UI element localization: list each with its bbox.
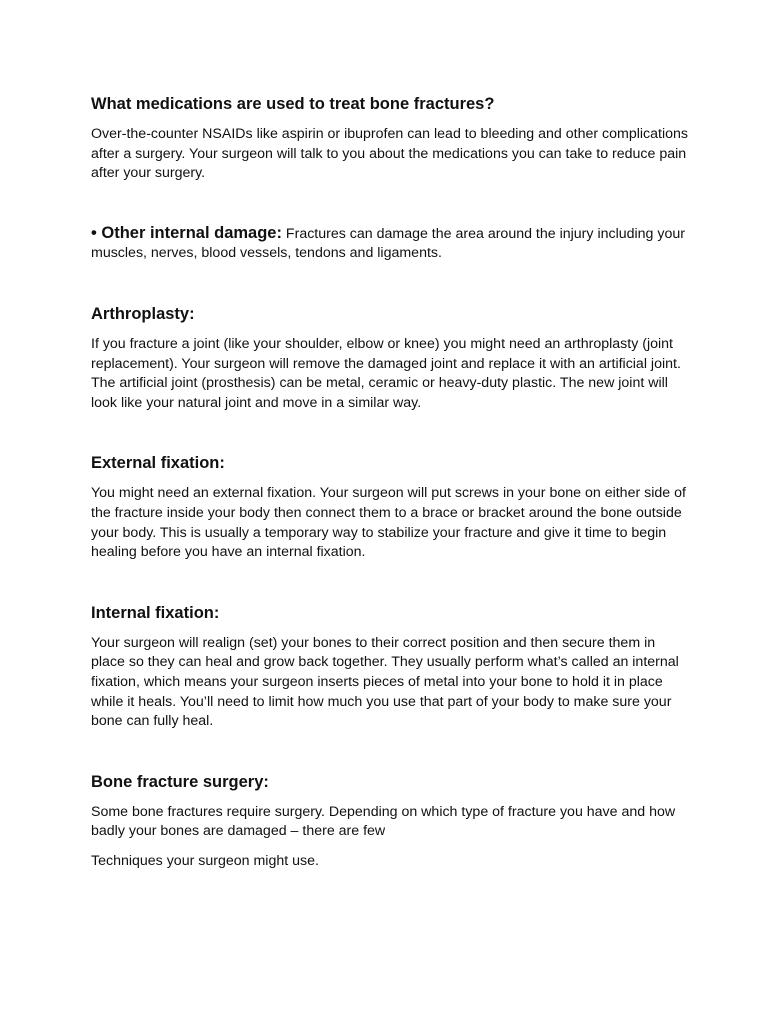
internal-damage-text: Fractures can damage the area around the injury including your muscles, nerves, blood vessels, tendons and ligaments.: [91, 225, 685, 262]
bone-fracture-surgery-paragraph: Some bone fractures require surgery. Depending on which type of fracture you have and how badly your bones are damaged – there are few: [91, 803, 676, 840]
external-fixation-paragraph: You might need an external fixation. Your surgeon will put screws in your bone on either side of the fracture inside your body then connect them to a brace or bracket around the bone outside your body. This is usually a temporary way to stabilize your fracture and give it time to begin healing before you have an internal fixation.: [91, 485, 686, 561]
internal-fixation-heading: Internal fixation:: [91, 603, 220, 622]
internal-damage-label: • Other internal damage:: [91, 223, 282, 242]
external-fixation-heading: External fixation:: [91, 454, 225, 473]
internal-fixation-paragraph: Your surgeon will realign (set) your bones to their correct position and then secure them in place so they can heal and grow back together. They usually perform what’s called an internal fixation, which means your surgeon inserts pieces of metal into your bone to hold it in place while it heals. You’ll need to limit how much you use that part of your body to make sure your bone can fully heal.: [91, 634, 679, 730]
medications-heading: What medications are used to treat bone fractures?: [91, 95, 495, 113]
arthroplasty-paragraph: If you fracture a joint (like your shoulder, elbow or knee) you might need an arthroplasty (joint replacement). Your surgeon will remove the damaged joint and replace it with an artificial joint. The artificial joint (prosthesis) can be metal, ceramic or heavy-duty plastic. The new joint will look like your natural joint and move in a similar way.: [91, 335, 681, 411]
bone-fracture-surgery-techniques: Techniques your surgeon might use.: [91, 852, 319, 869]
internal-damage-bullet: [91, 224, 688, 264]
medications-paragraph: Over-the-counter NSAIDs like aspirin or ibuprofen can lead to bleeding and other complications after a surgery. Your surgeon will talk to you about the medications you can take to reduce pain after your surgery.: [91, 126, 688, 182]
bone-fracture-surgery-heading: Bone fracture surgery:: [91, 772, 269, 791]
arthroplasty-heading: Arthroplasty:: [91, 304, 195, 323]
